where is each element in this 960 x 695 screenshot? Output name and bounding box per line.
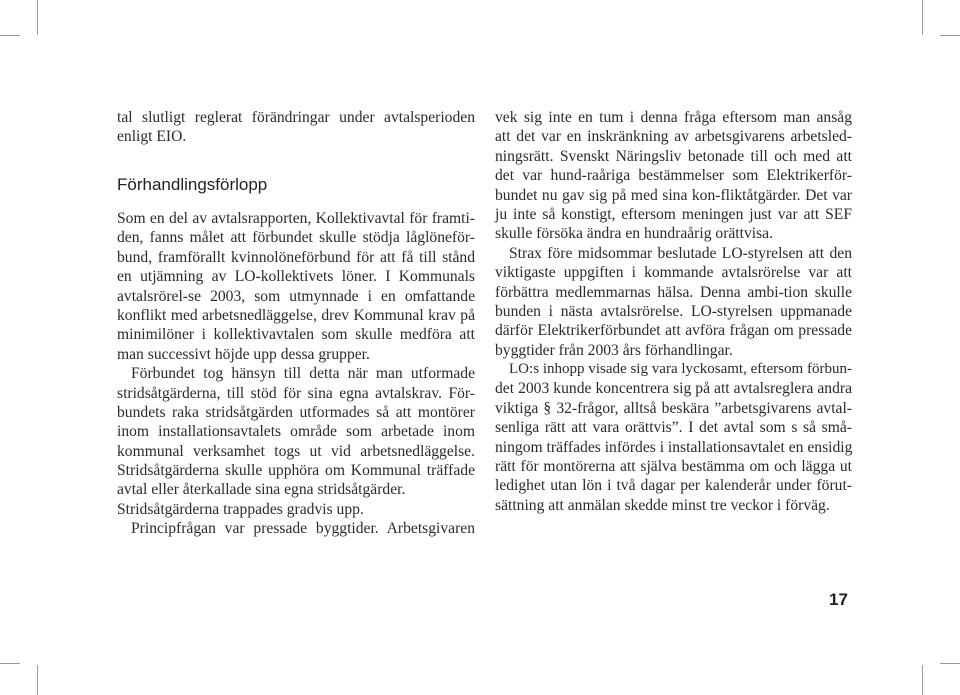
crop-mark-bottom-right [922, 665, 923, 695]
text-line: kommunal verksamhet togs ut vid arbetsnedläggelse. [117, 442, 475, 460]
crop-mark-bottom-right-horizontal [940, 663, 960, 664]
text-line: avtalsrörel-se 2003, som utmynnade i en omfattande [117, 287, 475, 305]
text-line: förbättra medlemmarnas hälsa. Denna ambi-tion skulle [495, 283, 852, 301]
text-line: rätt för montörerna att själva bestämma om och lägga ut [495, 458, 852, 476]
text-line: det 2003 kunde koncentrera sig på att avtalsreglera andra [495, 380, 852, 398]
text-line: viktigaste uppgiften i kommande avtalsrörelse var att [495, 264, 852, 282]
text-line: Förbundet tog hänsyn till detta när man utformade [131, 365, 475, 383]
text-line: enligt EIO. [117, 128, 187, 146]
text-line: Strax före midsommar beslutade LO-styrelsen att den [509, 244, 852, 262]
text-line: Som en del av avtalsrapporten, Kollektivavtal för framti- [117, 210, 475, 227]
text-line: en utjämning av LO-kollektivets löner. I Kommunals [117, 268, 475, 286]
text-line: byggtider från 2003 års förhandlingar. [495, 341, 733, 359]
text-line: ningsrätt. Svenskt Näringsliv betonade till och med att [495, 147, 852, 165]
crop-mark-top-right [922, 0, 923, 35]
text-line: Principfrågan var pressade byggtider. Arbetsgivaren [131, 520, 475, 538]
text-line: bundets raka stridsåtgärden utformades så att montörer [117, 403, 475, 421]
page-number: 17 [829, 590, 848, 609]
text-line: ledighet utan lön i två dagar per kalenderår under förut- [495, 477, 852, 495]
text-line: man successivt höjde upp dessa grupper. [117, 345, 370, 363]
text-line: bunden i nästa avtalsrörelse. LO-styrelsen uppmanade [495, 302, 852, 320]
left-column-intro [117, 108, 475, 147]
text-line: LO:s inhopp visade sig vara lyckosamt, eftersom förbun- [509, 361, 852, 378]
text-line: det var hund-raåriga bestämmelser som Elektrikerför- [495, 167, 852, 185]
text-line: ju inte så konstigt, eftersom meningen just var att SEF [495, 205, 852, 223]
text-line: konflikt med arbetsnedläggelse, drev Kommunal krav på [117, 306, 475, 324]
text-line: Stridsåtgärderna trappades gradvis upp. [117, 500, 364, 518]
crop-mark-bottom-left-horizontal [0, 663, 20, 664]
text-line: sättning att anmälan skedde minst tre veckor i förväg. [495, 496, 830, 514]
text-line: stridsåtgärderna, till stöd för sina egna avtalskrav. För- [117, 384, 475, 402]
crop-mark-top-left [37, 0, 38, 35]
text-line: skulle försöka ändra en hundraårig orättvisa. [495, 225, 773, 243]
text-line: tal slutligt reglerat förändringar under avtalsperioden [117, 109, 475, 126]
crop-mark-top-left-horizontal [0, 35, 20, 36]
crop-mark-top-right-horizontal [940, 35, 960, 36]
text-line: Stridsåtgärderna skulle upphöra om Kommunal träffade [117, 462, 475, 480]
text-line: den, fanns målet att förbundet skulle stödja låglöneför- [117, 229, 475, 247]
text-line: att det var en inskränkning av arbetsgivarens arbetsled- [495, 128, 852, 146]
text-line: vek sig inte en tum i denna fråga eftersom man ansåg [495, 109, 852, 126]
text-line: ningom träffades infördes i installationsavtalet en ensidig [495, 438, 853, 456]
section-heading: Förhandlingsförlopp [117, 175, 268, 194]
text-line: bundet nu gav sig på med sina kon-fliktåtgärder. Det var [495, 186, 852, 204]
right-column [495, 108, 852, 515]
text-line: bund, framförallt kvinnolöneförbund för att få till stånd [117, 248, 475, 266]
text-line: viktiga § 32-frågor, alltså beskära ”arbetsgivarens avtal- [495, 399, 852, 417]
text-line: därför Elektrikerförbundet att avföra frågan om pressade [495, 322, 852, 340]
text-line: inom installationsavtalets område som arbetade inom [117, 423, 475, 441]
text-line: senliga rätt att vara orättvis”. I det avtal som s så små- [495, 419, 852, 437]
crop-mark-bottom-left [37, 665, 38, 695]
text-line: avtal eller återkallade sina egna stridsåtgärder. [117, 481, 406, 499]
text-line: minimilöner i kollektivavtalen som skulle medföra att [117, 326, 475, 344]
left-column-body [117, 209, 475, 539]
